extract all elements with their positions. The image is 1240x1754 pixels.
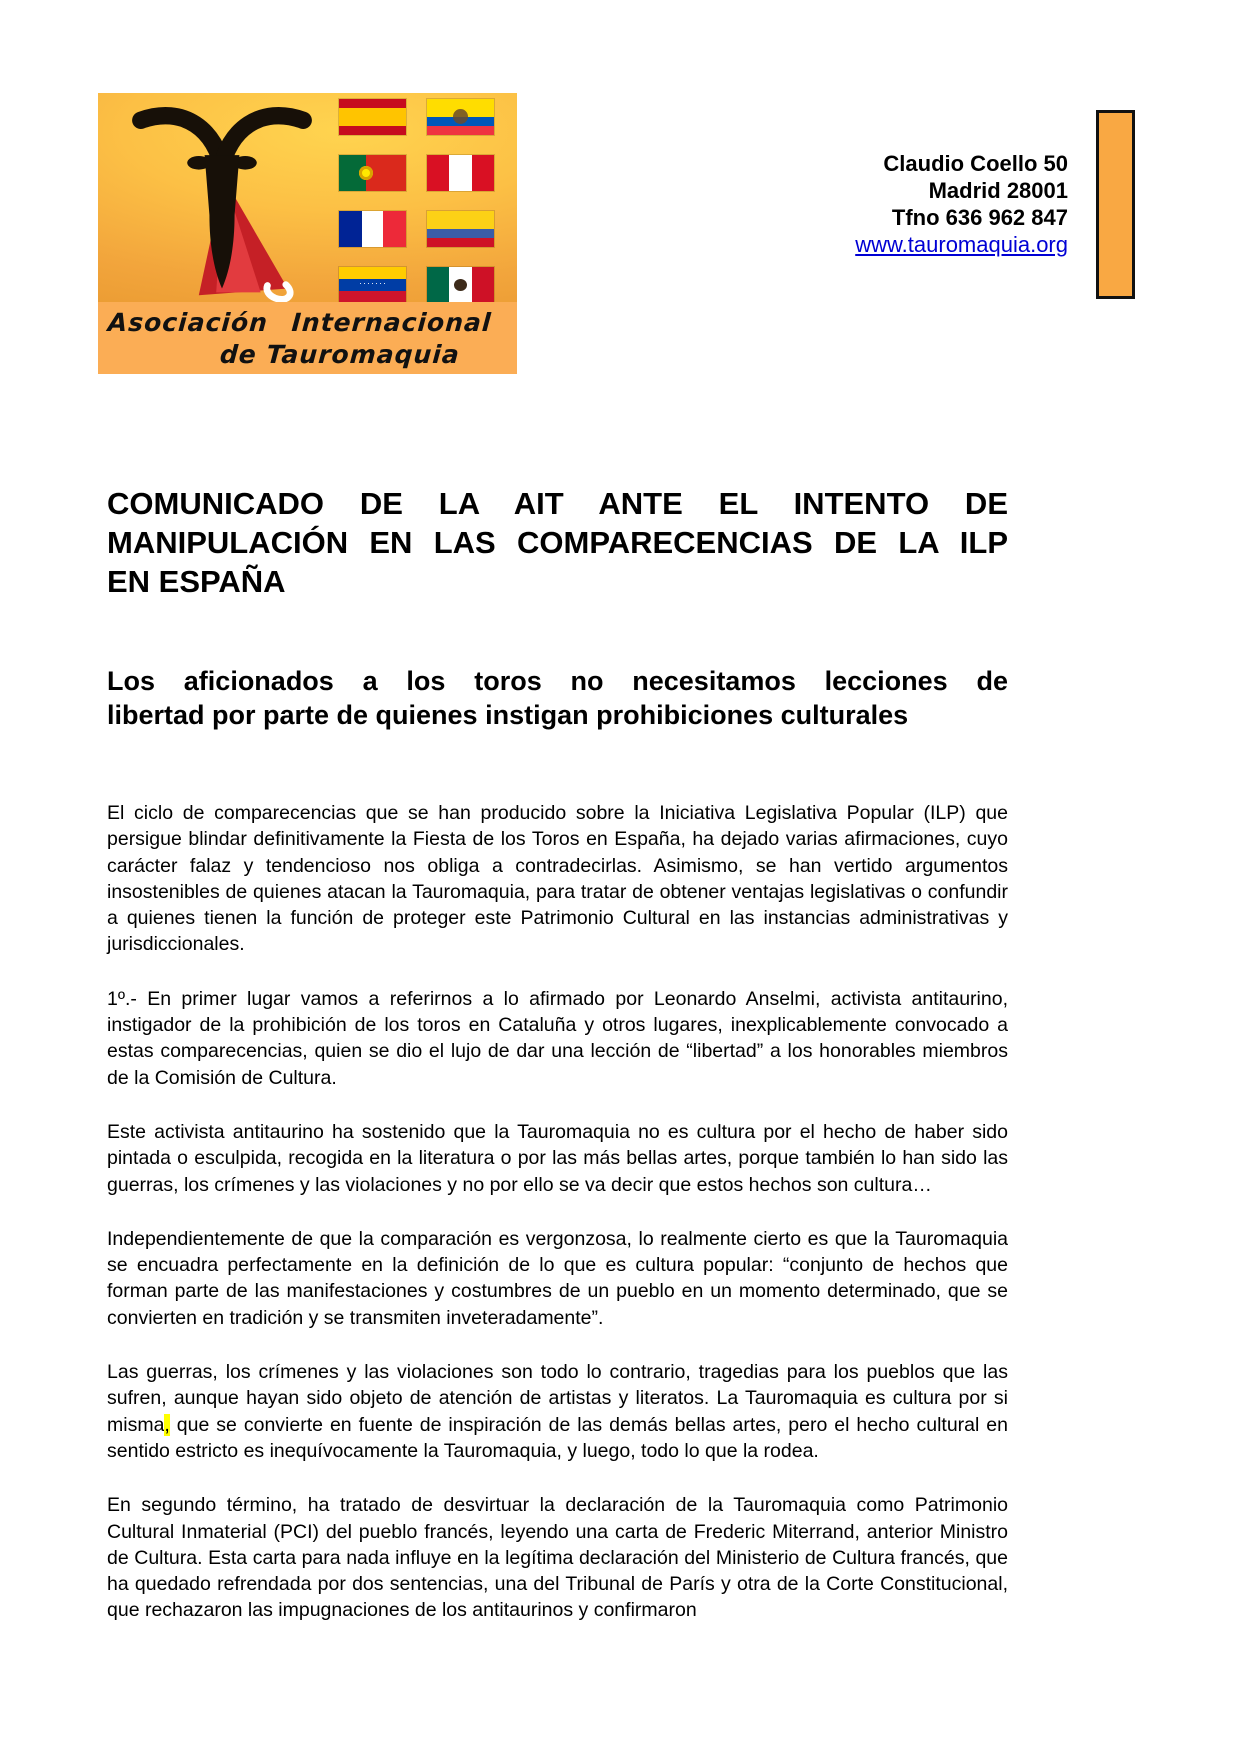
paragraph-4: Independientemente de que la comparación es vergonzosa, lo realmente cierto es que la Tauromaquia se encuadra perfectamente en la definición de lo que es cultura popular: “conjunto de hechos que forman parte de las manifestaciones y costumbres de un pueblo en un momento determinado, que se convierten en tradición y se transmiten inveteradamente”. (107, 1227, 1008, 1329)
document-title (107, 484, 1008, 601)
org-name-line1: Asociación Internacional (106, 308, 493, 337)
paragraph-5 (107, 1359, 1008, 1464)
document-subtitle (107, 664, 1008, 732)
org-name-line2: de Tauromaquia (218, 340, 461, 369)
flag-venezuela-icon (339, 267, 406, 303)
paragraph-6: En segundo término, ha tratado de desvirtuar la declaración de la Tauromaquia como Patrimonio Cultural Inmaterial (PCI) del pueblo francés, leyendo una carta de Frederic Miterrand, anterior Ministro de Cultura. Esta carta para nada influye en la legítima declaración del Ministerio de Cultura francés, que ha quedado refrendada por dos sentencias, una del Tribunal de París y otra de la Corte Constitucional, que rechazaron las impugnaciones de los antitaurinos y confirmaron (107, 1494, 1008, 1622)
title-line1: COMUNICADO DE LA AIT ANTE EL INTENTO DE (107, 486, 1008, 521)
title-line2: MANIPULACIÓN EN LAS COMPARECENCIAS DE LA ILP (107, 525, 1008, 560)
contact-address-line2: Madrid 28001 (928, 178, 1068, 203)
flag-portugal-icon (339, 155, 406, 191)
ait-logo (98, 93, 517, 374)
subtitle-line1: Los aficionados a los toros no necesitamos lecciones de (107, 666, 1008, 696)
contact-block (648, 150, 1068, 258)
member-country-flags (339, 99, 499, 302)
paragraph-5-highlight: , (164, 1413, 170, 1436)
paragraph-3: Este activista antitaurino ha sostenido que la Tauromaquia no es cultura por el hecho de haber sido pintada o esculpida, recogida en la literatura o por las más bellas artes, porque también lo han sido las guerras, los crímenes y las violaciones y no por ello se va decir que estos hechos son cultura… (107, 1120, 1008, 1196)
contact-address-line1: Claudio Coello 50 (883, 151, 1068, 176)
bull-cape-icon (112, 99, 332, 302)
flag-colombia-icon (427, 211, 494, 247)
flag-ecuador-icon (427, 99, 494, 135)
flag-france-icon (339, 211, 406, 247)
title-line3: EN ESPAÑA (107, 564, 286, 599)
orange-sidebar-decoration (1096, 110, 1135, 299)
flag-mexico-icon (427, 267, 494, 303)
flag-spain-icon (339, 99, 406, 135)
flag-peru-icon (427, 155, 494, 191)
document-body (107, 800, 1008, 1652)
logo-name-band (98, 302, 517, 374)
website-link[interactable]: www.tauromaquia.org (855, 232, 1068, 257)
subtitle-line2: libertad por parte de quienes instigan prohibiciones culturales (107, 700, 909, 730)
paragraph-1: El ciclo de comparecencias que se han producido sobre la Iniciativa Legislativa Popular (ILP) que persigue blindar definitivamente la Fiesta de los Toros en España, ha dejado varias afirmaciones, cuyo carácter falaz y tendencioso nos obliga a contradecirlas. Asimismo, se han vertido argumentos insostenibles de quienes atacan la Tauromaquia, para tratar de obtener ventajas legislativas o confundir a quienes tienen la función de proteger este Patrimonio Cultural en las instancias administrativas y jurisdiccionales. (107, 802, 1008, 956)
logo-background (98, 93, 517, 302)
paragraph-5-post: que se convierte en fuente de inspiración de las demás bellas artes, pero el hecho cultural en sentido estricto es inequívocamente la Tauromaquia, y luego, todo lo que la rodea. (107, 1413, 1008, 1462)
paragraph-2: 1º.- En primer lugar vamos a referirnos a lo afirmado por Leonardo Anselmi, activista antitaurino, instigador de la prohibición de los toros en Cataluña y otros lugares, inexplicablemente convocado a estas comparecencias, quien se dio el lujo de dar una lección de “libertad” a los honorables miembros de la Comisión de Cultura. (107, 987, 1008, 1089)
paragraph-5-pre: Las guerras, los crímenes y las violaciones son todo lo contrario, tragedias para los pueblos que las sufren, aunque hayan sido objeto de atención de artistas y literatos. La Tauromaquia es cultura por si misma (107, 1361, 1008, 1436)
contact-phone: Tfno 636 962 847 (891, 205, 1068, 230)
